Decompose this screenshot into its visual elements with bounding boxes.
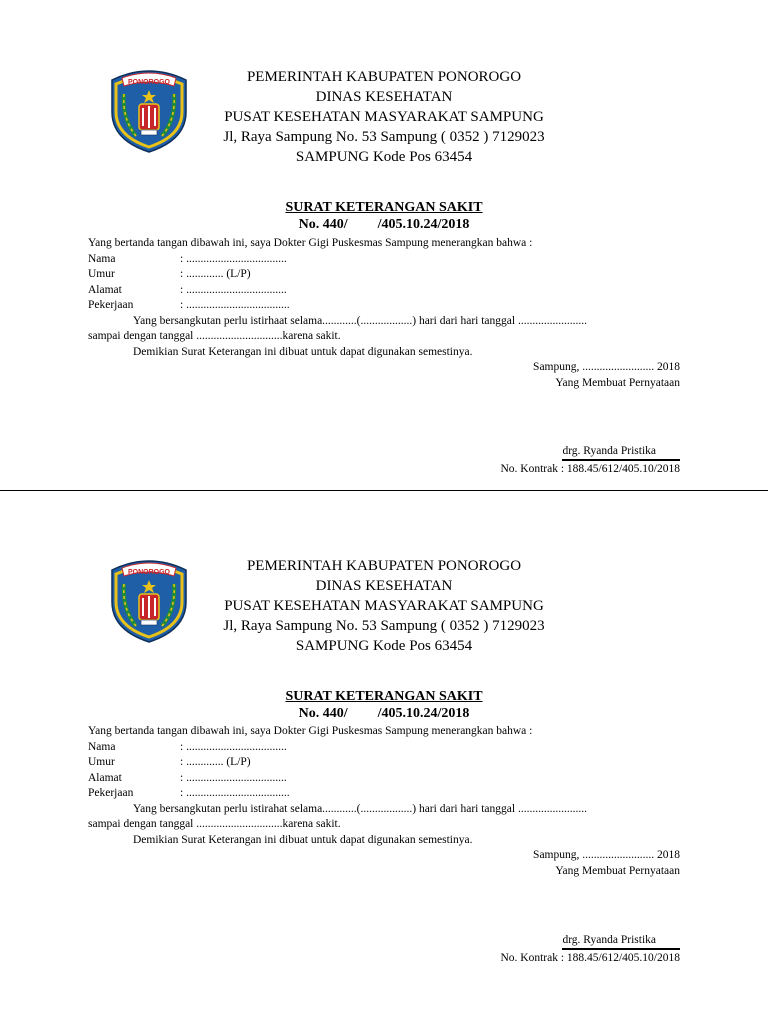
field-value: : ............. (L/P) bbox=[180, 268, 251, 280]
letter-body bbox=[88, 724, 683, 879]
field-value: : .................................... bbox=[180, 299, 290, 311]
letterhead bbox=[200, 67, 568, 167]
letterhead bbox=[200, 556, 568, 656]
ponorogo-crest-logo bbox=[108, 64, 190, 154]
letterhead-institution: PUSAT KESEHATAN MASYARAKAT SAMPUNG bbox=[224, 598, 544, 614]
number-prefix: No. 440/ bbox=[298, 217, 348, 232]
closing-statement: Demikian Surat Keterangan ini dibuat untuk dapat digunakan semestinya. bbox=[133, 345, 473, 358]
field-label: Umur bbox=[88, 756, 115, 768]
field-pekerjaan bbox=[88, 786, 683, 802]
title-text: SURAT KETERANGAN SAKIT bbox=[285, 200, 483, 215]
letterhead-institution: PUSAT KESEHATAN MASYARAKAT SAMPUNG bbox=[224, 109, 544, 125]
field-label: Alamat bbox=[88, 283, 122, 296]
number-suffix: /405.10.24/2018 bbox=[377, 217, 470, 232]
rest-statement: Yang bersangkutan perlu istirhaat selama............(..................) hari dari hari tanggal ........................ bbox=[133, 314, 587, 327]
signer-name: drg. Ryanda Pristika bbox=[562, 933, 680, 950]
svg-text:PONOROGO: PONOROGO bbox=[127, 569, 171, 576]
signature-block bbox=[500, 444, 680, 476]
intro-text: Yang bertanda tangan dibawah ini, saya Dokter Gigi Puskesmas Sampung menerangkan bahwa : bbox=[88, 725, 533, 737]
letter-body bbox=[88, 236, 683, 391]
field-umur bbox=[88, 755, 683, 771]
document-number bbox=[200, 216, 568, 233]
field-pekerjaan bbox=[88, 298, 683, 314]
contract-number: No. Kontrak : 188.45/612/405.10/2018 bbox=[500, 952, 680, 964]
letterhead-address: Jl, Raya Sampung No. 53 Sampung ( 0352 ) 7129023 bbox=[223, 129, 545, 145]
closing-statement: Demikian Surat Keterangan ini dibuat untuk dapat digunakan semestinya. bbox=[133, 833, 473, 846]
letterhead-postcode: SAMPUNG Kode Pos 63454 bbox=[295, 638, 473, 654]
field-nama bbox=[88, 740, 683, 756]
rest-until: sampai dengan tanggal ..............................karena sakit. bbox=[88, 330, 341, 342]
field-label: Nama bbox=[88, 252, 116, 265]
document-title bbox=[200, 199, 568, 233]
letterhead-government: PEMERINTAH KABUPATEN PONOROGO bbox=[246, 69, 522, 85]
rest-statement: Yang bersangkutan perlu istirahat selama............(..................) hari dari hari tanggal ........................ bbox=[133, 802, 587, 815]
field-value: : ............. (L/P) bbox=[180, 756, 251, 768]
letterhead-agency: DINAS KESEHATAN bbox=[315, 89, 453, 105]
number-suffix: /405.10.24/2018 bbox=[377, 706, 470, 721]
letterhead-address: Jl, Raya Sampung No. 53 Sampung ( 0352 ) 7129023 bbox=[223, 618, 545, 634]
letter-copy-2 bbox=[0, 490, 768, 980]
number-prefix: No. 440/ bbox=[298, 706, 348, 721]
field-label: Pekerjaan bbox=[88, 787, 134, 799]
place-date: Sampung, ......................... 2018 bbox=[533, 849, 680, 861]
contract-number: No. Kontrak : 188.45/612/405.10/2018 bbox=[500, 463, 680, 475]
letter-copy-1 bbox=[0, 0, 768, 490]
signer-name: drg. Ryanda Pristika bbox=[562, 444, 680, 461]
field-label: Pekerjaan bbox=[88, 299, 134, 311]
field-value: : .................................... bbox=[180, 787, 290, 799]
field-value: : ................................... bbox=[180, 771, 287, 784]
field-label: Umur bbox=[88, 268, 115, 280]
field-value: : ................................... bbox=[180, 252, 287, 265]
field-label: Nama bbox=[88, 740, 116, 753]
field-alamat bbox=[88, 283, 683, 299]
place-date: Sampung, ......................... 2018 bbox=[533, 361, 680, 373]
maker-label: Yang Membuat Pernyataan bbox=[555, 376, 680, 389]
ponorogo-crest-logo bbox=[108, 554, 190, 644]
field-label: Alamat bbox=[88, 771, 122, 784]
document-title bbox=[200, 688, 568, 722]
field-value: : ................................... bbox=[180, 283, 287, 296]
svg-text:PONOROGO: PONOROGO bbox=[127, 79, 171, 86]
field-nama bbox=[88, 252, 683, 268]
field-value: : ................................... bbox=[180, 740, 287, 753]
field-alamat bbox=[88, 771, 683, 787]
letterhead-government: PEMERINTAH KABUPATEN PONOROGO bbox=[246, 558, 522, 574]
letterhead-postcode: SAMPUNG Kode Pos 63454 bbox=[295, 149, 473, 165]
intro-text: Yang bertanda tangan dibawah ini, saya Dokter Gigi Puskesmas Sampung menerangkan bahwa : bbox=[88, 237, 533, 249]
signature-block bbox=[500, 933, 680, 965]
rest-until: sampai dengan tanggal ..............................karena sakit. bbox=[88, 818, 341, 830]
maker-label: Yang Membuat Pernyataan bbox=[555, 864, 680, 877]
field-umur bbox=[88, 267, 683, 283]
title-text: SURAT KETERANGAN SAKIT bbox=[285, 689, 483, 704]
letterhead-agency: DINAS KESEHATAN bbox=[315, 578, 453, 594]
document-number bbox=[200, 705, 568, 722]
